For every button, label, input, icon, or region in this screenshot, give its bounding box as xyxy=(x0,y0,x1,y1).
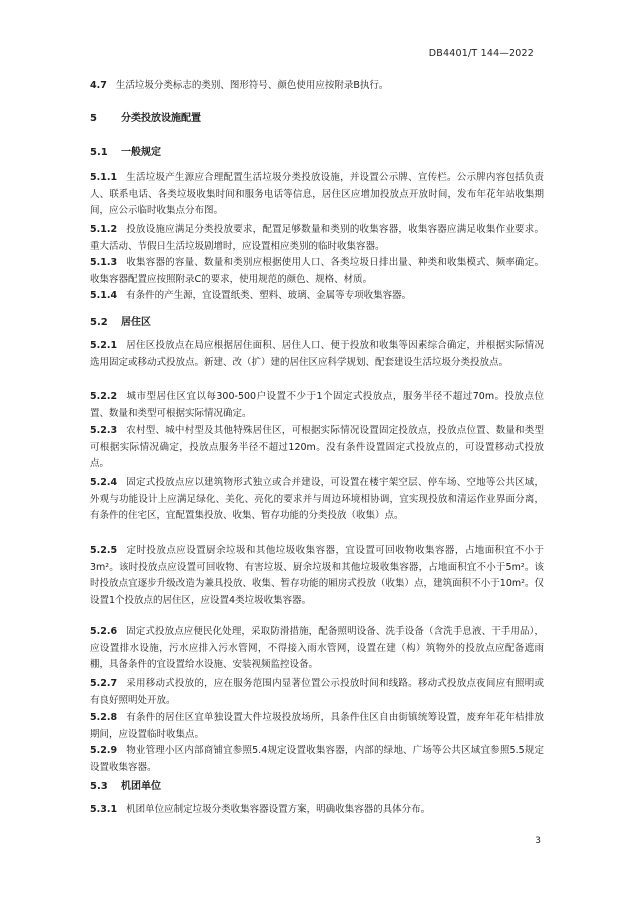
clause-5-1-3 xyxy=(90,255,544,288)
clause-text: 生活垃圾分类标志的类别、图形符号、颜色使用应按附录B执行。 xyxy=(115,80,389,91)
clause-number: 5.1.4 xyxy=(90,290,118,301)
clause-number: 5.2.5 xyxy=(90,545,118,556)
clause-text: 定时投放点应设置厨余垃圾和其他垃圾收集容器，宜设置可回收物收集容器，占地面积宜不小于3m²。该时投放点应设置可回收物、有害垃圾、厨余垃圾和其他垃圾收集容器，占地面积宜不小于5m²。该时投放点宜逐步升级改造为兼具投放、收集、暂存功能的厢房式投放（收集）点，建筑面积不小于10m²。仅设置1个投放点的居住区，应设置4类垃圾收集容器。 xyxy=(90,545,544,606)
clause-number: 5.1.3 xyxy=(90,257,118,268)
clause-text: 生活垃圾产生源应合理配置生活垃圾分类投放设施，并设置公示牌、宣传栏。公示牌内容包括负责人、联系电话、各类垃圾收集时间和服务电话等信息，居住区应增加投放点开放时间，发布年花年站收集期间，应公示临时收集点分布图。 xyxy=(90,172,544,217)
clause-5-1-1 xyxy=(90,170,544,220)
clause-text: 农村型、城中村型及其他特殊居住区，可根据实际情况设置固定投放点，投放点位置、数量和类型可根据实际情况确定，投放点服务半径不超过120m。没有条件设置固定式投放点的，可设置移动式投放点。 xyxy=(90,425,544,470)
clause-5-2-3 xyxy=(90,423,544,473)
clause-text: 收集容器的容量、数量和类别应根据使用人口、各类垃圾日排出量、种类和收集模式、频率确定。收集容器配置应按照附录C的要求，使用规范的颜色、规格、材质。 xyxy=(90,257,544,285)
clause-5-1-4 xyxy=(90,288,544,305)
clause-number: 5.1.2 xyxy=(90,224,118,235)
subsection-heading-5-1 xyxy=(90,146,544,160)
clause-text: 固定式投放点应便民化处理，采取防滑措施，配备照明设备、洗手设备（含洗手息液、干手用品），应设置排水设施，污水应排入污水管网，不得接入雨水管网，设置在建（构）筑物外的投放点应配备遮雨棚，具备条件的宜设置给水设施、安装视频监控设备。 xyxy=(90,626,544,671)
clause-5-2-6 xyxy=(90,624,544,674)
clause-number: 5.2.2 xyxy=(90,391,118,402)
clause-number: 4.7 xyxy=(90,80,107,91)
heading-number: 5.1 xyxy=(90,147,108,158)
heading-title: 一般规定 xyxy=(121,147,161,158)
heading-number: 5 xyxy=(90,113,97,124)
clause-text: 采用移动式投放的，应在服务范围内显著位置公示投放时间和线路。移动式投放点夜间应有照明或有良好照明处开放。 xyxy=(90,678,544,706)
clause-text: 物业管理小区内部商铺宜参照5.4规定设置收集容器，内部的绿地、广场等公共区域宜参照5.5规定设置收集容器。 xyxy=(90,745,544,773)
clause-text: 有条件的居住区宜单独设置大件垃圾投放场所，具条件住区自由街镇统筹设置，废弃年花年桔排放期间，应设置临时收集点。 xyxy=(90,712,544,740)
heading-title: 机团单位 xyxy=(121,781,161,792)
clause-5-2-4 xyxy=(90,475,544,525)
clause-text: 固定式投放点应以建筑物形式独立或合并建设，可设置在楼宇架空层、停车场、空地等公共区域，外观与功能设计上应满足绿化、美化、亮化的要求并与周边环境相协调，宜实现投放和清运作业界面分离，有条件的住宅区，宜配置集投放、收集、暂存功能的分类投放（收集）点。 xyxy=(90,477,544,522)
clause-number: 5.3.1 xyxy=(90,804,118,815)
clause-4-7 xyxy=(90,78,544,95)
subsection-heading-5-3 xyxy=(90,780,544,794)
clause-number: 5.2.7 xyxy=(90,678,118,689)
heading-title: 分类投放设施配置 xyxy=(121,113,201,124)
clause-number: 5.1.1 xyxy=(90,172,118,183)
clause-5-1-2 xyxy=(90,222,544,255)
standard-code: DB4401/T 144—2022 xyxy=(428,48,534,59)
clause-number: 5.2.3 xyxy=(90,425,118,436)
heading-number: 5.3 xyxy=(90,781,108,792)
clause-number: 5.2.6 xyxy=(90,626,118,637)
clause-5-2-8 xyxy=(90,710,544,743)
clause-5-2-5 xyxy=(90,543,544,609)
clause-5-2-1 xyxy=(90,338,544,371)
clause-text: 机团单位应制定垃圾分类收集容器设置方案，明确收集容器的具体分布。 xyxy=(126,804,431,815)
clause-number: 5.2.9 xyxy=(90,745,118,756)
page-number: 3 xyxy=(535,836,541,846)
clause-5-2-9 xyxy=(90,743,544,776)
clause-5-2-7 xyxy=(90,676,544,709)
clause-text: 投放设施应满足分类投放要求，配置足够数量和类别的收集容器，收集容器应满足收集作业要求。重大活动、节假日生活垃圾剧增时，应设置相应类别的临时收集容器。 xyxy=(90,224,544,252)
clause-text: 居住区投放点在局应根据居住面积、居住人口、便于投放和收集等因素综合确定，并根据实际情况选用固定或移动式投放点。新建、改（扩）建的居住区应科学规划、配套建设生活垃圾分类投放点。 xyxy=(90,340,544,368)
heading-title: 居住区 xyxy=(121,317,151,328)
clause-text: 有条件的产生源，宜设置纸类、塑料、玻璃、金属等专项收集容器。 xyxy=(126,290,412,301)
clause-5-2-2 xyxy=(90,389,544,422)
section-heading-5 xyxy=(90,112,544,126)
clause-number: 5.2.4 xyxy=(90,477,118,488)
clause-number: 5.2.1 xyxy=(90,340,118,351)
clause-text: 城市型居住区宜以每300-500户设置不少于1个固定式投放点，服务半径不超过70m。投放点位置、数量和类型可根据实际情况确定。 xyxy=(90,391,544,419)
clause-number: 5.2.8 xyxy=(90,712,118,723)
subsection-heading-5-2 xyxy=(90,316,544,330)
clause-5-3-1 xyxy=(90,802,544,819)
heading-number: 5.2 xyxy=(90,317,108,328)
